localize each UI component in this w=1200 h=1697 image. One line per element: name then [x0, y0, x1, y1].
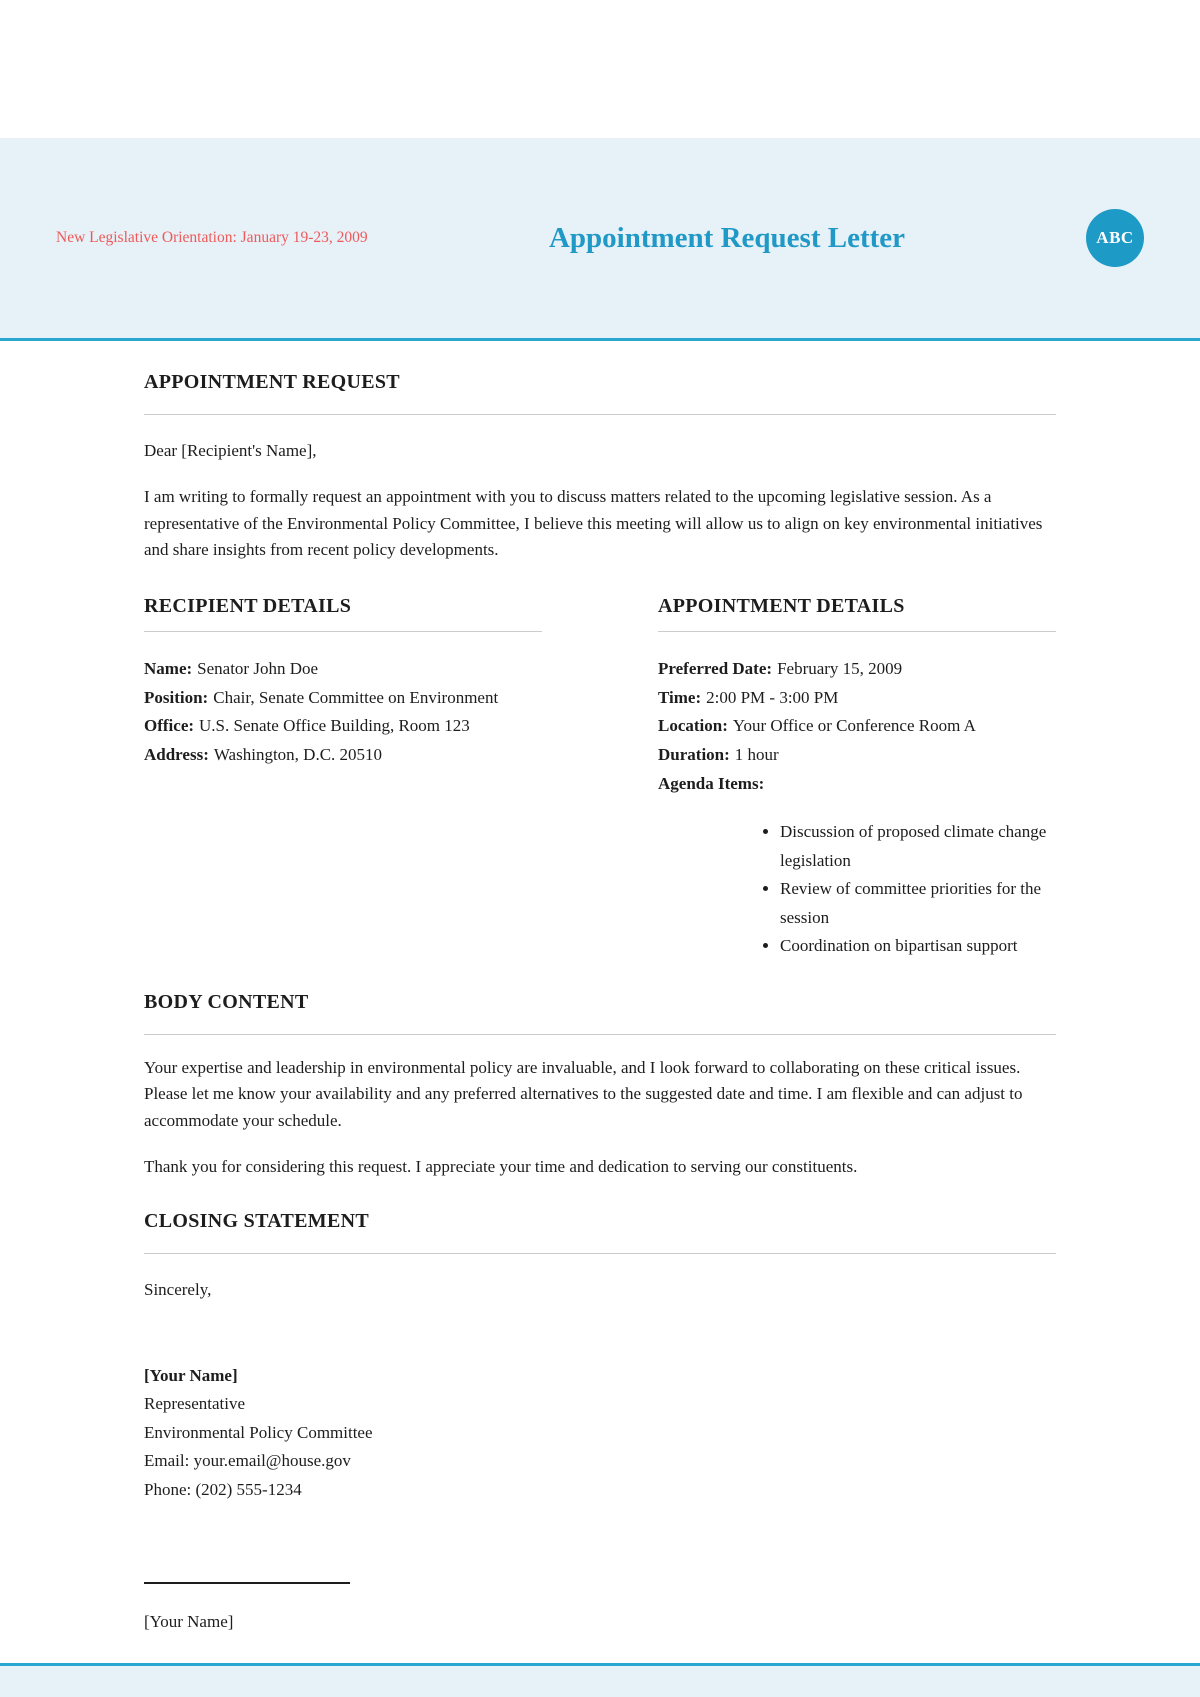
body-paragraph-1: Your expertise and leadership in environmental policy are invaluable, and I look forward to collaborating on these critical issues. Please let me know your availability and any preferred alternatives to the suggested date and time. I am flexible and can adjust to accommodate your schedule.: [144, 1057, 1023, 1130]
agenda-list-item: • Discussion of proposed climate change legislation: [780, 818, 1056, 875]
sender-email: Email: your.email@house.gov: [144, 1451, 351, 1471]
document-title: Appointment Request Letter: [548, 221, 905, 254]
field-label: Duration:: [658, 745, 730, 765]
agenda-list-item: • Review of committee priorities for the session: [780, 875, 1056, 932]
document-header: [0, 138, 1200, 341]
signature-line: [144, 1582, 350, 1584]
agenda-items-label: [658, 770, 1056, 799]
signature-name-placeholder: [Your Name]: [144, 1612, 234, 1632]
appointment-fields: [658, 655, 1056, 798]
field-label: Office:: [144, 716, 195, 736]
logo-text: ABC: [1096, 228, 1134, 247]
preferred-date-field: [658, 655, 1056, 684]
sender-phone: Phone: (202) 555-1234: [144, 1479, 302, 1499]
body-paragraph-2: Thank you for considering this request. I appreciate your time and dedication to serving our constituents.: [144, 1156, 858, 1176]
sender-role: Representative: [144, 1394, 246, 1414]
field-label: Address:: [144, 745, 209, 765]
appointment-request-heading: APPOINTMENT REQUEST: [144, 371, 400, 393]
field-value: Senator John Doe: [197, 659, 319, 679]
field-label: Preferred Date:: [658, 659, 773, 679]
field-label: Location:: [658, 716, 728, 736]
section-closing-statement: [144, 1210, 1056, 1632]
sender-committee: Environmental Policy Committee: [144, 1422, 373, 1442]
header-event-note: New Legislative Orientation: January 19-23, 2009: [56, 229, 368, 247]
field-value: February 15, 2009: [777, 659, 903, 679]
section-body-content: [144, 991, 1056, 1180]
intro-paragraph: I am writing to formally request an appointment with you to discuss matters related to the upcoming legislative session. As a representative of the Environmental Policy Committee, I believe this meeting will allow us to align on key environmental initiatives and share insights from recent policy developments.: [144, 487, 1043, 560]
field-label: Position:: [144, 687, 209, 707]
body-content-heading: BODY CONTENT: [144, 990, 309, 1013]
field-value: 1 hour: [734, 745, 779, 765]
recipient-details-heading: RECIPIENT DETAILS: [144, 595, 352, 618]
field-value: U.S. Senate Office Building, Room 123: [199, 716, 470, 736]
recipient-address-field: [144, 741, 542, 770]
field-label: Agenda Items:: [658, 773, 765, 793]
recipient-position-field: [144, 684, 542, 713]
letter-body: [144, 341, 1056, 1632]
document-footer: [0, 1663, 1200, 1697]
company-logo: [1086, 209, 1144, 267]
section-divider: [658, 631, 1056, 632]
closing-statement-heading: CLOSING STATEMENT: [144, 1210, 369, 1233]
section-divider: [144, 1253, 1056, 1254]
section-divider: [144, 631, 542, 632]
agenda-list: [658, 818, 1056, 961]
appointment-details-heading: APPOINTMENT DETAILS: [658, 595, 905, 618]
recipient-office-field: [144, 712, 542, 741]
salutation: Dear [Recipient's Name],: [144, 441, 317, 460]
section-appointment-details: [658, 595, 1056, 960]
recipient-name-field: [144, 655, 542, 684]
field-value: Chair, Senate Committee on Environment: [213, 687, 499, 707]
field-value: 2:00 PM - 3:00 PM: [706, 687, 839, 707]
field-label: Time:: [658, 687, 702, 707]
section-divider: [144, 1034, 1056, 1035]
valediction: Sincerely,: [144, 1280, 212, 1300]
recipient-fields: [144, 655, 542, 769]
signature-block: [144, 1362, 1056, 1505]
field-value: Your Office or Conference Room A: [732, 716, 976, 736]
time-field: [658, 684, 1056, 713]
agenda-list-item: • Coordination on bipartisan support: [780, 932, 1056, 961]
location-field: [658, 712, 1056, 741]
section-divider: [144, 414, 1056, 415]
field-label: Name:: [144, 659, 193, 679]
field-value: Washington, D.C. 20510: [213, 745, 383, 765]
section-appointment-request: [144, 371, 1056, 563]
details-columns: [144, 595, 1056, 960]
section-recipient-details: [144, 595, 542, 769]
duration-field: [658, 741, 1056, 770]
sender-name: [Your Name]: [144, 1365, 238, 1385]
